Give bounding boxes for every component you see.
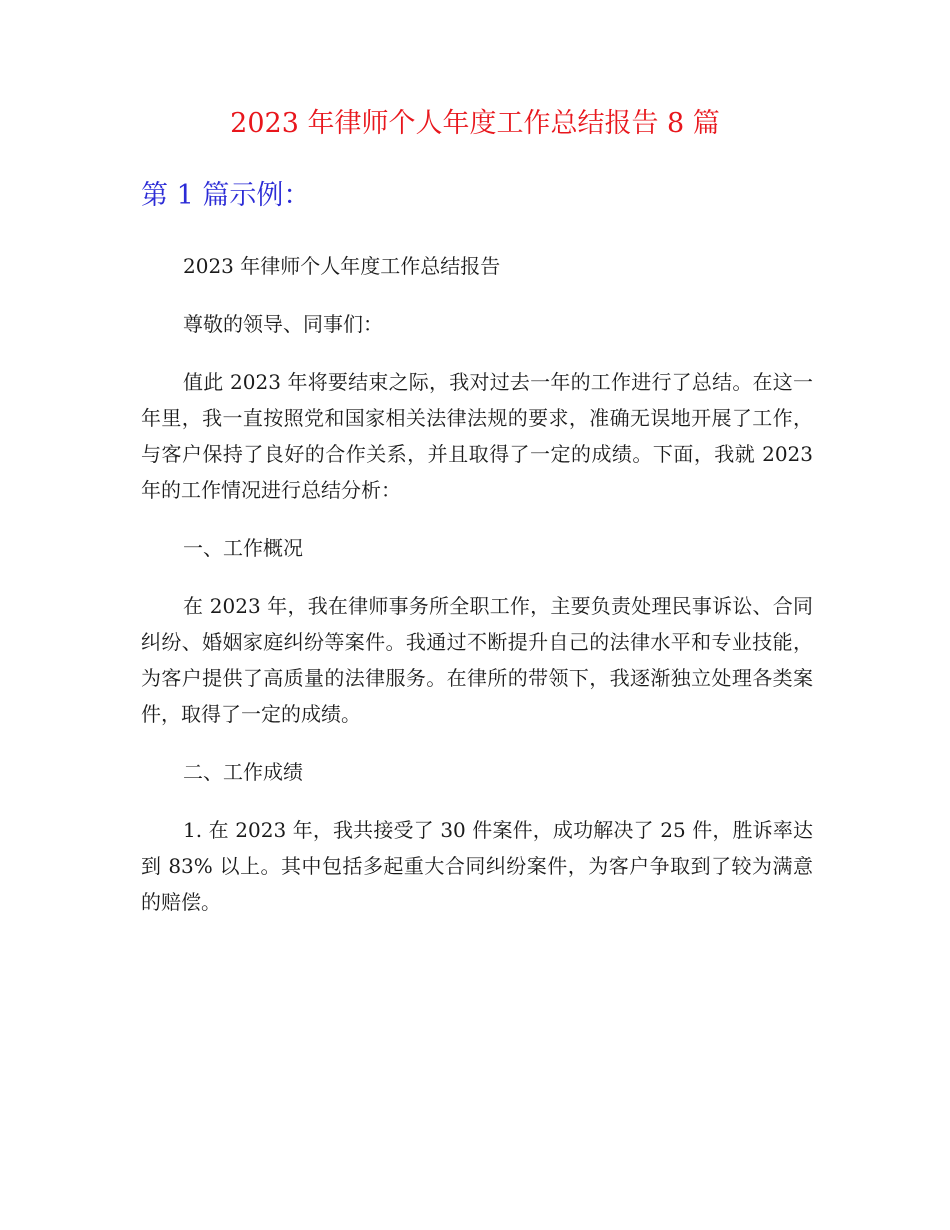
- overview-paragraph: 在 2023 年，我在律师事务所全职工作，主要负责处理民事诉讼、合同纠纷、婚姻家庭纠纷等案件。我通过不断提升自己的法律水平和专业技能，为客户提供了高质量的法律服务。在律所的带领下，我逐渐独立处理各类案件，取得了一定的成绩。: [141, 594, 813, 726]
- section-title: 第 1 篇示例：: [141, 180, 311, 211]
- subheading-overview: 一、工作概况: [183, 536, 303, 560]
- intro-paragraph: 值此 2023 年将要结束之际，我对过去一年的工作进行了总结。在这一年里，我一直按照党和国家相关法律法规的要求，准确无误地开展了工作，与客户保持了良好的合作关系，并且取得了一定的成绩。下面，我就 2023 年的工作情况进行总结分析：: [141, 370, 813, 502]
- achievement-item-1: 1. 在 2023 年，我共接受了 30 件案件，成功解决了 25 件，胜诉率达到 83% 以上。其中包括多起重大合同纠纷案件，为客户争取到了较为满意的赔偿。: [141, 818, 813, 914]
- report-heading: 2023 年律师个人年度工作总结报告: [183, 254, 501, 278]
- document-title: 2023 年律师个人年度工作总结报告 8 篇: [230, 108, 720, 139]
- salutation: 尊敬的领导、同事们：: [183, 312, 383, 336]
- document-body: [141, 248, 813, 942]
- subheading-achievements: 二、工作成绩: [183, 760, 303, 784]
